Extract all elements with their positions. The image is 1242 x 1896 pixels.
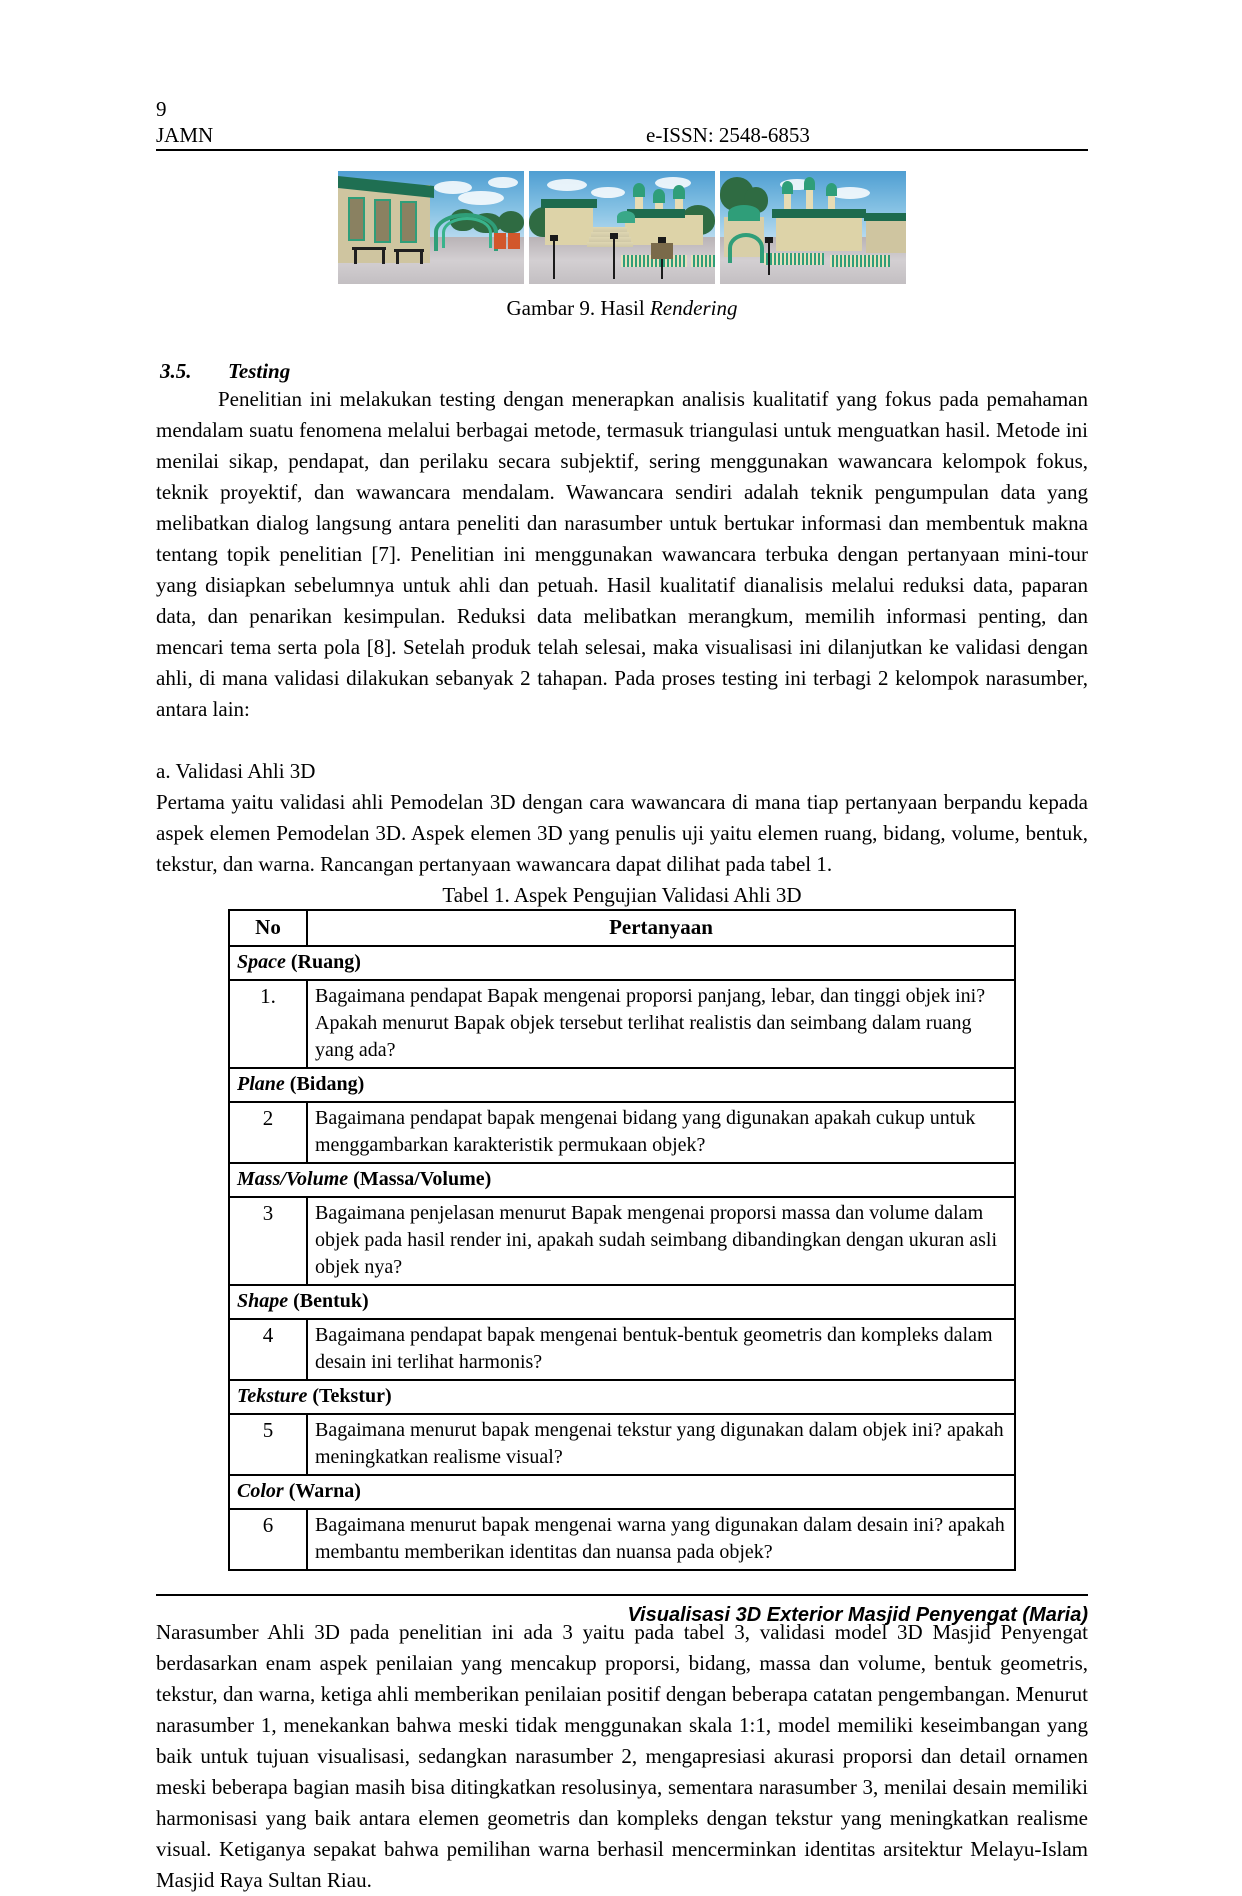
group-label-id: (Tekstur): [307, 1385, 392, 1407]
group-label-id: (Warna): [283, 1480, 361, 1502]
running-header: [156, 122, 1088, 148]
render-image-1: [338, 171, 524, 284]
figure-image-strip: [156, 171, 1088, 284]
header-divider: [156, 149, 1088, 151]
issn-label: e-ISSN: 2548-6853: [646, 123, 810, 147]
group-label-id: (Bidang): [284, 1073, 365, 1095]
table-row: [229, 980, 1015, 1068]
footer-title: Visualisasi 3D Exterior Masjid Penyengat (Maria): [627, 1604, 1088, 1626]
row-question: Bagaimana menurut bapak mengenai warna yang digunakan dalam desain ini? apakah membantu memberikan identitas dan nuansa pada objek?: [307, 1509, 1015, 1570]
table-row: [229, 1509, 1015, 1570]
group-label-en: Teksture: [237, 1385, 308, 1407]
page-footer: [156, 1594, 1088, 1627]
table-group-color: [229, 1475, 1015, 1509]
footer-divider: [156, 1594, 1088, 1596]
row-number: 2: [229, 1102, 307, 1163]
row-question: Bagaimana pendapat bapak mengenai bidang yang digunakan apakah cukup untuk menggambarkan karakteristik permukaan objek?: [307, 1102, 1015, 1163]
section-paragraph-2: Pertama yaitu validasi ahli Pemodelan 3D dengan cara wawancara di mana tiap pertanyaan berpandu kepada aspek elemen Pemodelan 3D. Aspek elemen 3D yang penulis uji yaitu elemen ruang, bidang, volume, bentuk, tekstur, dan warna. Rancangan pertanyaan wawancara dapat dilihat pada tabel 1.: [156, 790, 1088, 876]
section-title: Testing: [228, 359, 291, 383]
table-row: [229, 1414, 1015, 1475]
row-question: Bagaimana menurut bapak mengenai tekstur yang digunakan dalam objek ini? apakah meningkatkan realisme visual?: [307, 1414, 1015, 1475]
group-label-id: (Massa/Volume): [348, 1168, 492, 1190]
table-group-plane: [229, 1068, 1015, 1102]
page-number: 9: [156, 97, 167, 121]
table-row: [229, 1102, 1015, 1163]
closing-paragraph: Narasumber Ahli 3D pada penelitian ini ada 3 yaitu pada tabel 3, validasi model 3D Masjid Penyengat berdasarkan enam aspek penilaian yang mencakup proporsi, bidang, massa dan volume, bentuk geometris, tekstur, dan warna, ketiga ahli memberikan penilaian positif dengan beberapa catatan pengembangan. Menurut narasumber 1, menekankan bahwa meski tidak menggunakan skala 1:1, model memiliki keseimbangan yang baik untuk tujuan visualisasi, sedangkan narasumber 2, mengapresiasi akurasi proporsi dan detail ornamen meski beberapa bagian masih bisa ditingkatkan resolusinya, sementara narasumber 3, menilai desain memiliki harmonisasi yang baik antara elemen geometris dan kompleks dengan tekstur yang meningkatkan realisme visual. Ketiganya sepakat bahwa pemilihan warna berhasil mencerminkan identitas arsitektur Melayu-Islam Masjid Raya Sultan Riau.: [156, 1620, 1088, 1892]
table-group-shape: [229, 1285, 1015, 1319]
aspect-question-table: [228, 909, 1016, 1571]
group-label-en: Color: [237, 1480, 284, 1502]
figure-caption: [156, 295, 1088, 321]
row-number: 1.: [229, 980, 307, 1068]
section-number: 3.5.: [160, 359, 192, 383]
table-row: [229, 1197, 1015, 1285]
table-group-texture: [229, 1380, 1015, 1414]
group-label-en: Mass/Volume: [237, 1168, 349, 1190]
figure-caption-italic: Rendering: [649, 296, 738, 320]
row-number: 3: [229, 1197, 307, 1285]
row-question: Bagaimana pendapat bapak mengenai bentuk-bentuk geometris dan kompleks dalam desain ini terlihat harmonis?: [307, 1319, 1015, 1380]
journal-abbrev: JAMN: [156, 123, 214, 147]
subsection-label: a. Validasi Ahli 3D: [156, 759, 316, 783]
render-image-2: [529, 171, 715, 284]
table-header-row: [229, 910, 1015, 946]
table-caption: Tabel 1. Aspek Pengujian Validasi Ahli 3D: [442, 883, 802, 907]
column-header-no: No: [229, 910, 307, 946]
section-paragraph-1: Penelitian ini melakukan testing dengan menerapkan analisis kualitatif yang fokus pada pemahaman mendalam suatu fenomena melalui berbagai metode, termasuk triangulasi untuk menguatkan hasil. Metode ini menilai sikap, pendapat, dan perilaku secara subjektif, sering menggunakan wawancara kelompok fokus, teknik proyektif, dan wawancara mendalam. Wawancara sendiri adalah teknik pengumpulan data yang melibatkan dialog langsung antara peneliti dan narasumber untuk bertukar informasi dan membentuk makna tentang topik penelitian [7]. Penelitian ini menggunakan wawancara terbuka dengan pertanyaan mini-tour yang disiapkan sebelumnya untuk ahli dan petuah. Hasil kualitatif dianalisis melalui reduksi data, paparan data, dan penarikan kesimpulan. Reduksi data melibatkan merangkum, memilih informasi penting, dan mencari tema serta pola [8]. Setelah produk telah selesai, maka visualisasi ini dilanjutkan ke validasi dengan ahli, di mana validasi dilakukan sebanyak 2 tahapan. Pada proses testing ini terbagi 2 kelompok narasumber, antara lain:: [156, 387, 1088, 721]
table-group-space: [229, 946, 1015, 980]
group-label-en: Space: [237, 951, 286, 973]
group-label-en: Shape: [237, 1290, 289, 1312]
row-number: 6: [229, 1509, 307, 1570]
group-label-id: (Ruang): [285, 951, 361, 973]
row-question: Bagaimana pendapat Bapak mengenai proporsi panjang, lebar, dan tinggi objek ini? Apakah menurut Bapak objek tersebut terlihat realistis dan seimbang dalam ruang yang ada?: [307, 980, 1015, 1068]
group-label-en: Plane: [237, 1073, 285, 1095]
row-question: Bagaimana penjelasan menurut Bapak mengenai proporsi massa dan volume dalam objek pada hasil render ini, apakah sudah seimbang dibandingkan dengan ukuran asli objek nya?: [307, 1197, 1015, 1285]
row-number: 5: [229, 1414, 307, 1475]
render-image-3: [720, 171, 906, 284]
table-group-mass-volume: [229, 1163, 1015, 1197]
row-number: 4: [229, 1319, 307, 1380]
figure-caption-prefix: Gambar 9. Hasil: [506, 296, 650, 320]
section-heading: [156, 359, 1088, 384]
table-row: [229, 1319, 1015, 1380]
group-label-id: (Bentuk): [288, 1290, 369, 1312]
column-header-question: Pertanyaan: [307, 910, 1015, 946]
